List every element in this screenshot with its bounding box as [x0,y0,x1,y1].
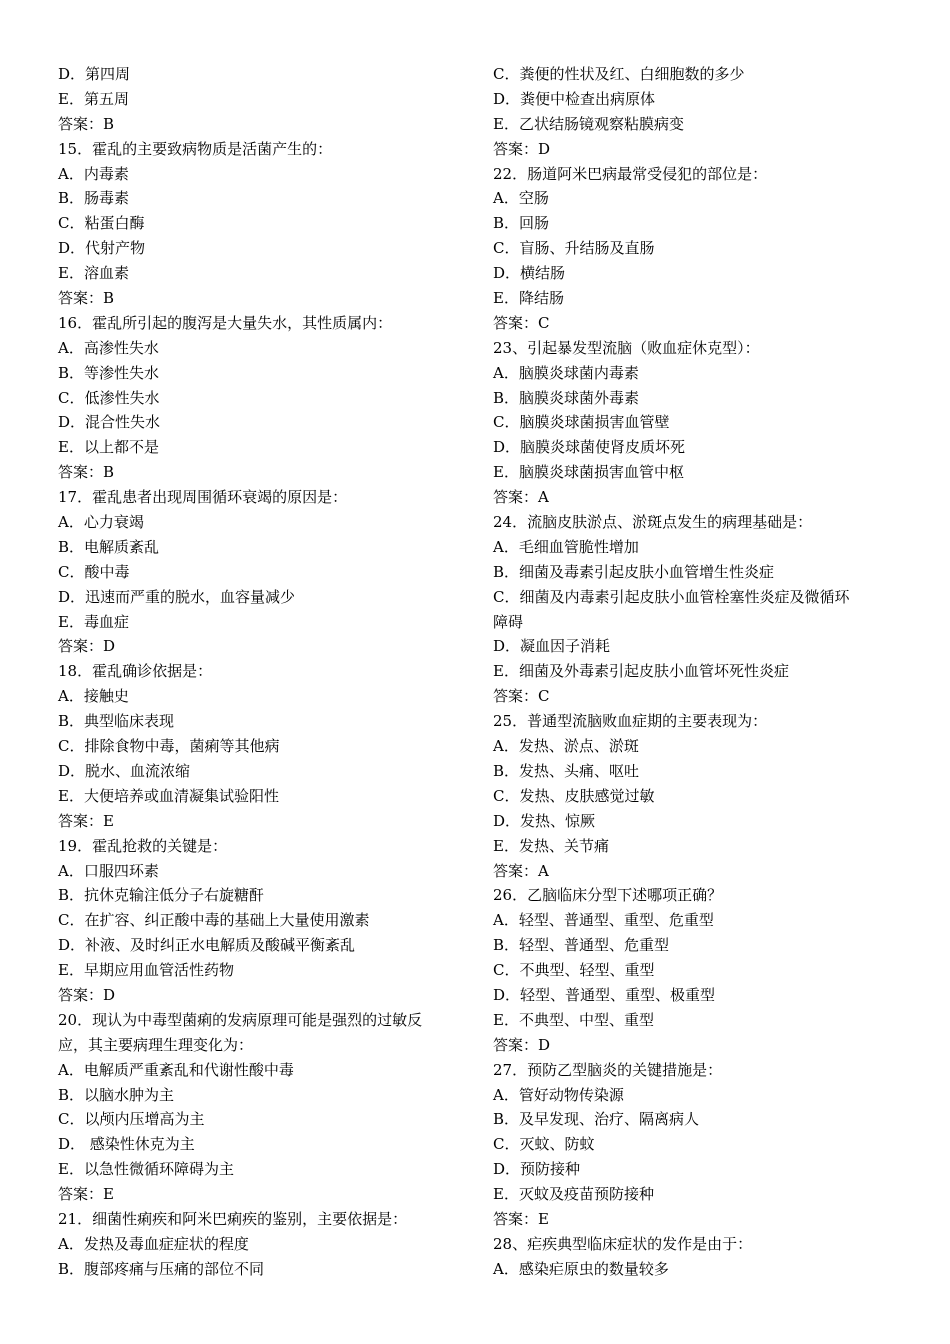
question-line: 20．现认为中毒型菌痢的发病原理可能是强烈的过敏反 [58,1010,423,1029]
answer-line: 答案：C [493,687,550,706]
option-line: D．第四周 [58,65,131,83]
option-line: D．横结肠 [493,264,566,283]
option-line: A．管好动物传染源 [493,1085,624,1104]
answer-line: 答案：B [58,114,115,133]
option-line: E．不典型、中型、重型 [493,1010,654,1029]
option-line: A．脑膜炎球菌内毒素 [493,363,639,382]
question-line: 16．霍乱所引起的腹泻是大量失水，其性质属内： [58,313,393,332]
option-line: A．发热及毒血症症状的程度 [58,1234,249,1253]
option-line: E．第五周 [58,89,129,108]
option-line: A．轻型、普通型、重型、危重型 [493,911,714,930]
continuation-line: 障碍 [493,612,524,631]
answer-line: 答案：D [58,985,116,1004]
option-line: B．发热、头痛、呕吐 [493,761,640,780]
option-line: D．迅速而严重的脱水，血容量减少 [58,587,296,606]
option-line: A．接触史 [58,687,129,706]
option-line: D．粪便中检查出病原体 [493,89,656,108]
option-line: C．细菌及内毒素引起皮肤小血管栓塞性炎症及微循环 [493,587,850,606]
option-line: C．在扩容、纠正酸中毒的基础上大量使用激素 [58,911,370,930]
option-line: E．脑膜炎球菌损害血管中枢 [493,463,684,482]
option-line: B．回肠 [493,214,550,233]
question-line: 28、疟疾典型临床症状的发作是由于： [493,1234,753,1253]
option-line: C．低渗性失水 [58,388,160,407]
option-line: D．发热、惊厥 [493,811,596,830]
option-line: A．发热、淤点、淤斑 [493,737,639,756]
answer-line: 答案：D [58,637,116,656]
option-line: C．脑膜炎球菌损害血管壁 [493,413,670,432]
option-line: E．毒血症 [58,612,129,631]
option-line: D．预防接种 [493,1160,581,1179]
option-line: A．内毒素 [58,164,129,183]
answer-line: 答案：D [493,1035,551,1054]
answer-line: 答案：E [58,811,114,830]
question-line: 26．乙脑临床分型下述哪项正确？ [493,886,723,905]
option-line: B．脑膜炎球菌外毒素 [493,388,640,407]
option-line: E．以上都不是 [58,438,159,457]
option-line: C．排除食物中毒，菌痢等其他病 [58,737,280,756]
option-line: C．盲肠、升结肠及直肠 [493,239,655,258]
answer-line: 答案：A [493,861,549,880]
option-line: A．电解质严重紊乱和代谢性酸中毒 [58,1060,294,1079]
option-line: B．以脑水肿为主 [58,1085,175,1104]
option-line: D．轻型、普通型、重型、极重型 [493,985,716,1004]
option-line: B．腹部疼痛与压痛的部位不同 [58,1259,265,1278]
option-line: E．降结肠 [493,289,564,308]
question-line: 23、引起暴发型流脑（败血症休克型）： [493,338,760,357]
option-line: E．乙状结肠镜观察粘膜病变 [493,114,684,133]
option-line: B．抗休克输注低分子右旋糖酐 [58,886,265,905]
option-line: B．典型临床表现 [58,712,175,731]
option-line: B．肠毒素 [58,189,130,208]
option-line: E．早期应用血管活性药物 [58,961,234,980]
question-line: 15．霍乱的主要致病物质是活菌产生的： [58,139,333,158]
right-column [493,62,903,1282]
question-line: 19．霍乱抢救的关键是： [58,836,228,855]
option-line: C．以颅内压增高为主 [58,1110,205,1129]
option-line: D．脑膜炎球菌使肾皮质坏死 [493,438,686,457]
option-line: C．发热、皮肤感觉过敏 [493,786,655,805]
option-line: E．大便培养或血清凝集试验阳性 [58,786,279,805]
option-line: E．溶血素 [58,264,129,283]
option-line: A．心力衰竭 [58,513,144,532]
option-line: A．口服四环素 [58,861,159,880]
option-line: B．电解质紊乱 [58,537,160,556]
option-line: B．及早发现、治疗、隔离病人 [493,1110,700,1129]
option-line: B．细菌及毒素引起皮肤小血管增生性炎症 [493,562,775,581]
option-line: D．混合性失水 [58,413,161,432]
answer-line: 答案：A [493,488,549,507]
question-line: 18．霍乱确诊依据是： [58,662,213,681]
question-line: 21．细菌性痢疾和阿米巴痢疾的鉴别，主要依据是： [58,1209,408,1228]
question-line: 25．普通型流脑败血症期的主要表现为： [493,712,768,731]
question-line: 22．肠道阿米巴病最常受侵犯的部位是： [493,164,768,183]
option-line: C．粪便的性状及红、白细胞数的多少 [493,65,745,83]
option-line: E．细菌及外毒素引起皮肤小血管坏死性炎症 [493,662,789,681]
option-line: C．粘蛋白酶 [58,214,145,233]
option-line: B．等渗性失水 [58,363,160,382]
answer-line: 答案：E [58,1185,114,1204]
answer-line: 答案：D [493,139,551,158]
option-line: A．高渗性失水 [58,338,159,357]
option-line: C．灭蚊、防蚊 [493,1135,595,1154]
question-line: 27．预防乙型脑炎的关键措施是： [493,1060,723,1079]
left-column [58,62,468,1282]
answer-line: 答案：C [493,313,550,332]
answer-line: 答案：B [58,289,115,308]
option-line: C．不典型、轻型、重型 [493,961,655,980]
option-line: A．毛细血管脆性增加 [493,537,639,556]
option-line: E．以急性微循环障碍为主 [58,1160,234,1179]
question-line: 24．流脑皮肤淤点、淤斑点发生的病理基础是： [493,513,813,532]
option-line: D．脱水、血流浓缩 [58,761,191,780]
option-line: A．感染疟原虫的数量较多 [493,1259,669,1278]
option-line: D．代射产物 [58,239,146,258]
option-line: D． 感染性休克为主 [58,1135,195,1154]
option-line: B．轻型、普通型、危重型 [493,936,670,955]
option-line: A．空肠 [493,189,549,208]
answer-line: 答案：E [493,1209,549,1228]
option-line: E．灭蚊及疫苗预防接种 [493,1185,654,1204]
option-line: C．酸中毒 [58,562,130,581]
continuation-line: 应，其主要病理生理变化为： [58,1035,254,1054]
option-line: D．补液、及时纠正水电解质及酸碱平衡紊乱 [58,936,356,955]
answer-line: 答案：B [58,463,115,482]
question-line: 17．霍乱患者出现周围循环衰竭的原因是： [58,488,348,507]
option-line: E．发热、关节痛 [493,836,609,855]
option-line: D．凝血因子消耗 [493,637,611,656]
